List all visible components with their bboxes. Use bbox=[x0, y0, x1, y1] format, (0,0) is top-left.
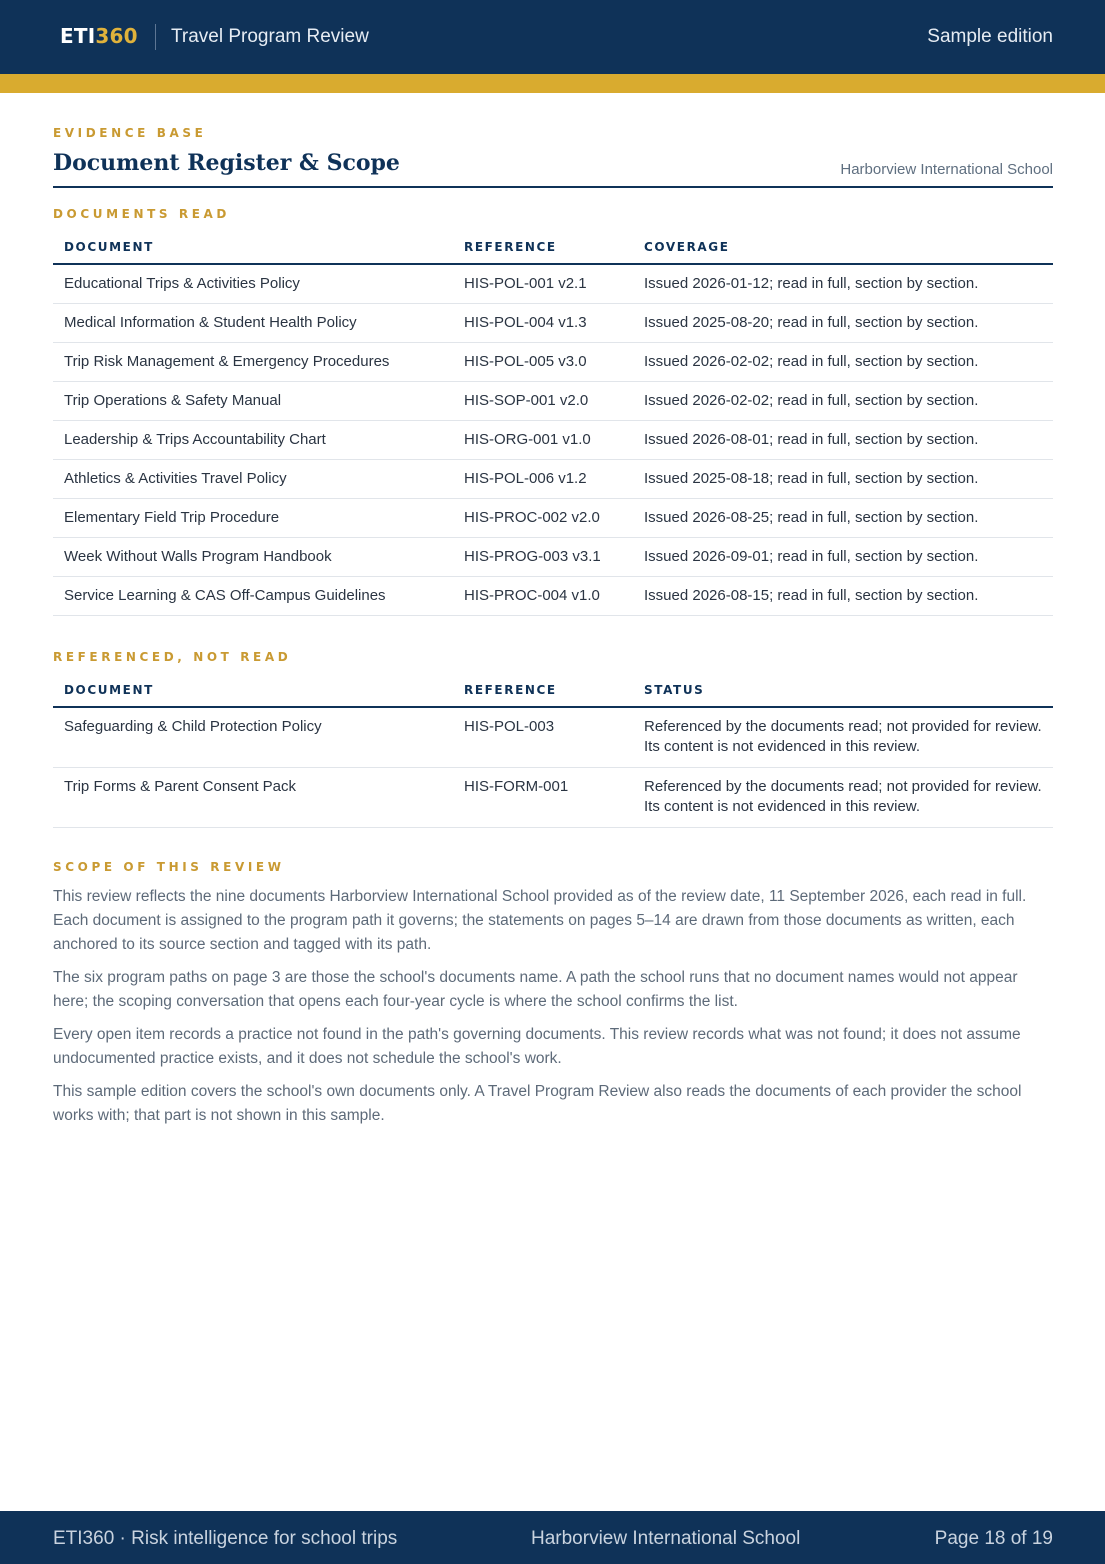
page-number: Page 18 of 19 bbox=[934, 1528, 1053, 1549]
scope-body bbox=[53, 885, 1053, 1137]
page-header bbox=[0, 0, 1105, 74]
table-row bbox=[53, 343, 1053, 382]
column-header-coverage: COVERAGE bbox=[633, 230, 1053, 264]
scope-paragraph: This review reflects the nine documents Harborview International School provided as of the review date, 11 September 2026, each read in full. Each document is assigned to the program path it governs; the statements on pages 5–14 are drawn from those documents as written, each anchored to its source section and tagged with its path. bbox=[53, 888, 1027, 953]
table-row bbox=[53, 264, 1053, 304]
scope-paragraph: The six program paths on page 3 are those the school's documents name. A path the school runs that no document names would not appear here; the scoping conversation that opens each four-year cycle is where the school confirms the list. bbox=[53, 969, 1018, 1010]
scope-heading: SCOPE OF THIS REVIEW bbox=[53, 860, 285, 874]
table-header-row bbox=[53, 673, 1053, 707]
reference-cell: HIS-SOP-001 v2.0 bbox=[453, 382, 633, 421]
footer-brand: ETI360 · Risk intelligence for school trips bbox=[53, 1528, 398, 1549]
table-row bbox=[53, 577, 1053, 616]
table-header-row bbox=[53, 230, 1053, 264]
reference-cell: HIS-PROC-002 v2.0 bbox=[453, 499, 633, 538]
page-footer bbox=[0, 1511, 1105, 1564]
column-header-reference: REFERENCE bbox=[453, 230, 633, 264]
reference-cell: HIS-POL-004 v1.3 bbox=[453, 304, 633, 343]
status-cell: Referenced by the documents read; not provided for review. Its content is not evidenced in this review. bbox=[633, 707, 1053, 768]
coverage-cell: Issued 2026-08-25; read in full, section by section. bbox=[633, 499, 1053, 538]
reference-cell: HIS-POL-003 bbox=[453, 707, 633, 768]
document-cell: Athletics & Activities Travel Policy bbox=[53, 460, 453, 499]
coverage-cell: Issued 2026-02-02; read in full, section by section. bbox=[633, 343, 1053, 382]
accent-band bbox=[0, 74, 1105, 93]
column-header-document: DOCUMENT bbox=[53, 673, 453, 707]
document-cell: Medical Information & Student Health Policy bbox=[53, 304, 453, 343]
table-row bbox=[53, 460, 1053, 499]
document-cell: Leadership & Trips Accountability Chart bbox=[53, 421, 453, 460]
document-cell: Service Learning & CAS Off-Campus Guidelines bbox=[53, 577, 453, 616]
scope-paragraph: This sample edition covers the school's own documents only. A Travel Program Review also reads the documents of each provider the school works with; that part is not shown in this sample. bbox=[53, 1083, 1022, 1124]
coverage-cell: Issued 2026-02-02; read in full, section by section. bbox=[633, 382, 1053, 421]
scope-paragraph: Every open item records a practice not found in the path's governing documents. This review records what was not found; it does not assume undocumented practice exists, and it does not schedule the school's work. bbox=[53, 1026, 1021, 1067]
document-cell: Trip Forms & Parent Consent Pack bbox=[53, 768, 453, 828]
documents-read-heading: DOCUMENTS READ bbox=[53, 207, 230, 221]
reference-cell: HIS-PROG-003 v3.1 bbox=[453, 538, 633, 577]
reference-cell: HIS-POL-005 v3.0 bbox=[453, 343, 633, 382]
column-header-reference: REFERENCE bbox=[453, 673, 633, 707]
footer-school: Harborview International School bbox=[531, 1528, 801, 1549]
column-header-status: STATUS bbox=[633, 673, 1053, 707]
referenced-not-read-heading: REFERENCED, NOT READ bbox=[53, 650, 292, 664]
referenced-not-read-table bbox=[53, 673, 1053, 828]
document-cell: Week Without Walls Program Handbook bbox=[53, 538, 453, 577]
document-cell: Trip Operations & Safety Manual bbox=[53, 382, 453, 421]
table-row bbox=[53, 707, 1053, 768]
document-cell: Safeguarding & Child Protection Policy bbox=[53, 707, 453, 768]
document-cell: Elementary Field Trip Procedure bbox=[53, 499, 453, 538]
table-row bbox=[53, 499, 1053, 538]
table-row bbox=[53, 382, 1053, 421]
section-kicker: EVIDENCE BASE bbox=[53, 126, 207, 140]
coverage-cell: Issued 2025-08-18; read in full, section by section. bbox=[633, 460, 1053, 499]
header-divider bbox=[155, 24, 156, 50]
report-title: Travel Program Review bbox=[171, 26, 369, 47]
column-header-document: DOCUMENT bbox=[53, 230, 453, 264]
title-rule bbox=[53, 186, 1053, 188]
status-cell: Referenced by the documents read; not provided for review. Its content is not evidenced in this review. bbox=[633, 768, 1053, 828]
reference-cell: HIS-POL-006 v1.2 bbox=[453, 460, 633, 499]
reference-cell: HIS-PROC-004 v1.0 bbox=[453, 577, 633, 616]
document-cell: Educational Trips & Activities Policy bbox=[53, 264, 453, 304]
table-row bbox=[53, 538, 1053, 577]
documents-read-table bbox=[53, 230, 1053, 616]
logo-360: 360 bbox=[95, 24, 138, 48]
school-name: Harborview International School bbox=[840, 161, 1053, 178]
coverage-cell: Issued 2026-08-01; read in full, section by section. bbox=[633, 421, 1053, 460]
logo-eti: ETI bbox=[60, 24, 96, 48]
coverage-cell: Issued 2025-08-20; read in full, section by section. bbox=[633, 304, 1053, 343]
reference-cell: HIS-FORM-001 bbox=[453, 768, 633, 828]
edition-label: Sample edition bbox=[927, 26, 1053, 47]
table-row bbox=[53, 421, 1053, 460]
table-row bbox=[53, 768, 1053, 828]
reference-cell: HIS-POL-001 v2.1 bbox=[453, 264, 633, 304]
eti360-logo bbox=[60, 22, 138, 50]
coverage-cell: Issued 2026-09-01; read in full, section by section. bbox=[633, 538, 1053, 577]
coverage-cell: Issued 2026-08-15; read in full, section by section. bbox=[633, 577, 1053, 616]
document-cell: Trip Risk Management & Emergency Procedures bbox=[53, 343, 453, 382]
reference-cell: HIS-ORG-001 v1.0 bbox=[453, 421, 633, 460]
page-title: Document Register & Scope bbox=[53, 150, 400, 176]
coverage-cell: Issued 2026-01-12; read in full, section by section. bbox=[633, 264, 1053, 304]
table-row bbox=[53, 304, 1053, 343]
